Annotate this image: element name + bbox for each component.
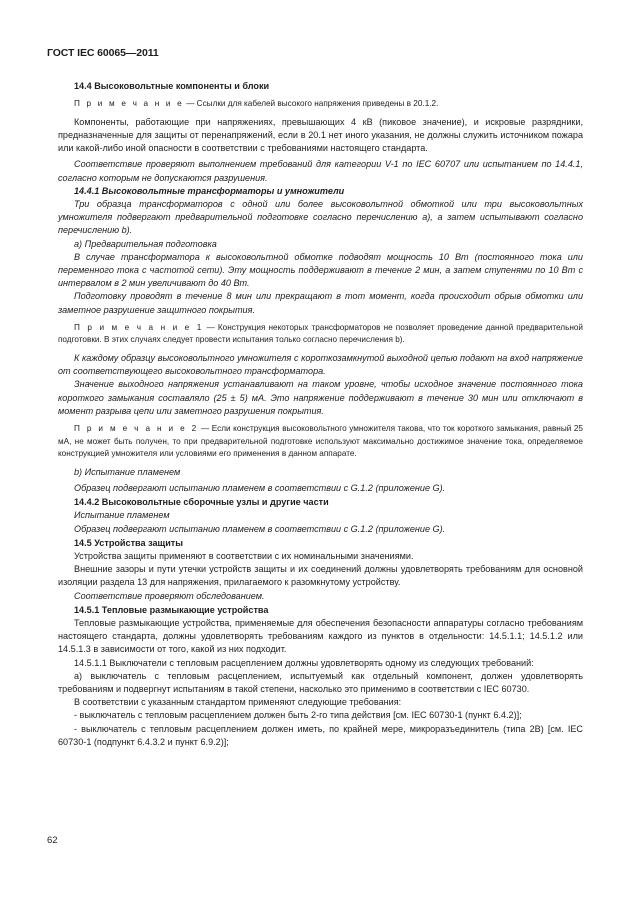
note-1: П р и м е ч а н и е 1 — Конструкция некоторых трансформаторов не позволяет проведение данной предварительной подготовки. В этих случаях следует провести испытания только согласно перечисления b).	[58, 322, 583, 345]
section-14-4-heading: 14.4 Высоковольтные компоненты и блоки	[74, 81, 270, 91]
list-item: a) Предварительная подготовка	[74, 238, 217, 249]
paragraph: К каждому образцу высоковольтного умножителя с короткозамкнутой выходной цепью подают на вход напряжение от соответствующего высоковольтного трансформатора.	[58, 353, 583, 377]
paragraph: Тепловые размыкающие устройства, применяемые для обеспечения безопасности аппаратуры согласно требованиям настоящего стандарта, должны удовлетворять требованиям каждого из пунктов в отдельности: 14.5.1.1; 14.5.1.2 или 14.5.1.3 в зависимости от того, какой из них подходит.	[58, 618, 583, 655]
note-14-4: П р и м е ч а н и е — Ссылки для кабелей высокого напряжения приведены в 20.1.2.	[74, 99, 439, 109]
paragraph: Образец подвергают испытанию пламенем в соответствии с G.1.2 (приложение G).	[74, 523, 446, 534]
page-body	[58, 79, 583, 749]
paragraph: Испытание пламенем	[74, 510, 170, 521]
paragraph: Три образца трансформаторов с одной или более высоковольтной обмоткой или три высоковольтных умножителя подвергают предварительной подготовке согласно перечислению a), а затем испытывают согласно перечислению b).	[58, 199, 583, 236]
compliance-paragraph: Соответствие проверяют обследованием.	[74, 590, 265, 601]
section-14-4-1-heading: 14.4.1 Высоковольтные трансформаторы и умножители	[74, 185, 345, 196]
list-item: а) выключатель с тепловым расцеплением, испытуемый как отдельный компонент, должен удовлетворять требованиям и подвергнут испытаниям в такой степени, насколько это применимо в соответствии с IEC 60730.	[58, 670, 583, 695]
list-item: - выключатель с тепловым расцеплением должен быть 2-го типа действия [см. IEC 60730-1 (пункт 6.4.2)];	[74, 710, 522, 721]
paragraph: Компоненты, работающие при напряжениях, превышающих 4 кВ (пиковое значение), и искровые разрядники, предназначенные для защиты от перенапряжений, если в 20.1 нет иного указания, не должны служить источником пожара или какой-либо иной опасности в соответствии с требованиями настоящего стандарта.	[58, 116, 583, 154]
paragraph: Значение выходного напряжения устанавливают на таком уровне, чтобы исходное значение постоянного тока короткого замыкания составляло (25 ± 5) мА. Это напряжение поддерживают в течение 30 мин или отключают в момент разрыва цепи или заметного разрушения покрытия.	[58, 379, 583, 416]
page-number: 62	[47, 835, 58, 846]
paragraph: Внешние зазоры и пути утечки устройств защиты и их соединений должны удовлетворять требованиям для основной изоляции раздела 13 для напряжения, прилагаемого к разомкнутому устройству.	[58, 564, 583, 588]
section-14-5-1-heading: 14.5.1 Тепловые размыкающие устройства	[74, 604, 269, 615]
paragraph: В случае трансформатора к высоковольтной обмотке подводят мощность 10 Вт (постоянного тока или переменного тока с частотой сети). Эту мощность поддерживают в течение 2 мин, а затем ступенями по 10 Вт с интервалом в 2 мин увеличивают до 40 Вт.	[58, 251, 583, 289]
paragraph: Образец подвергают испытанию пламенем в соответствии с G.1.2 (приложение G).	[74, 483, 446, 494]
paragraph: Подготовку проводят в течение 8 мин или прекращают в тот момент, когда происходит обрыв обмотки или заметное разрушение защитного покрытия.	[58, 291, 583, 315]
compliance-paragraph: Соответствие проверяют выполнением требований для категории V-1 по IEC 60707 или испытанием по 14.4.1, согласно которым не допускаются разрушения.	[58, 159, 583, 183]
section-14-5-heading: 14.5 Устройства защиты	[74, 537, 184, 548]
note-label: П р и м е ч а н и е 2	[74, 424, 199, 434]
note-2: П р и м е ч а н и е 2 — Если конструкция высоковольтного умножителя такова, что ток короткого замыкания, равный 25 мА, не может быть получен, то при предварительной подготовке используют максимально достижимое значение тока, определяемое конструкцией умножителя или условиями его применения в данном аппарате.	[58, 424, 583, 459]
paragraph: В соответствии с указанным стандартом применяют следующие требования:	[74, 697, 402, 708]
list-item: - выключатель с тепловым расцеплением должен иметь, по крайней мере, микроразъединитель (типа 2В) [см. IEC 60730-1 (подпункт 6.4.3.2 и пункт 6.9.2)];	[58, 723, 583, 747]
list-item: b) Испытание пламенем	[74, 466, 181, 477]
paragraph: Устройства защиты применяют в соответствии с их номинальными значениями.	[74, 551, 414, 562]
section-14-4-2-heading: 14.4.2 Высоковольтные сборочные узлы и другие части	[74, 497, 329, 508]
paragraph: 14.5.1.1 Выключатели с тепловым расцеплением должны удовлетворять одному из следующих требований:	[74, 657, 534, 668]
note-label: П р и м е ч а н и е 1	[74, 322, 204, 332]
page-header: ГОСТ IEC 60065—2011	[47, 47, 159, 59]
note-label: П р и м е ч а н и е	[74, 99, 184, 109]
